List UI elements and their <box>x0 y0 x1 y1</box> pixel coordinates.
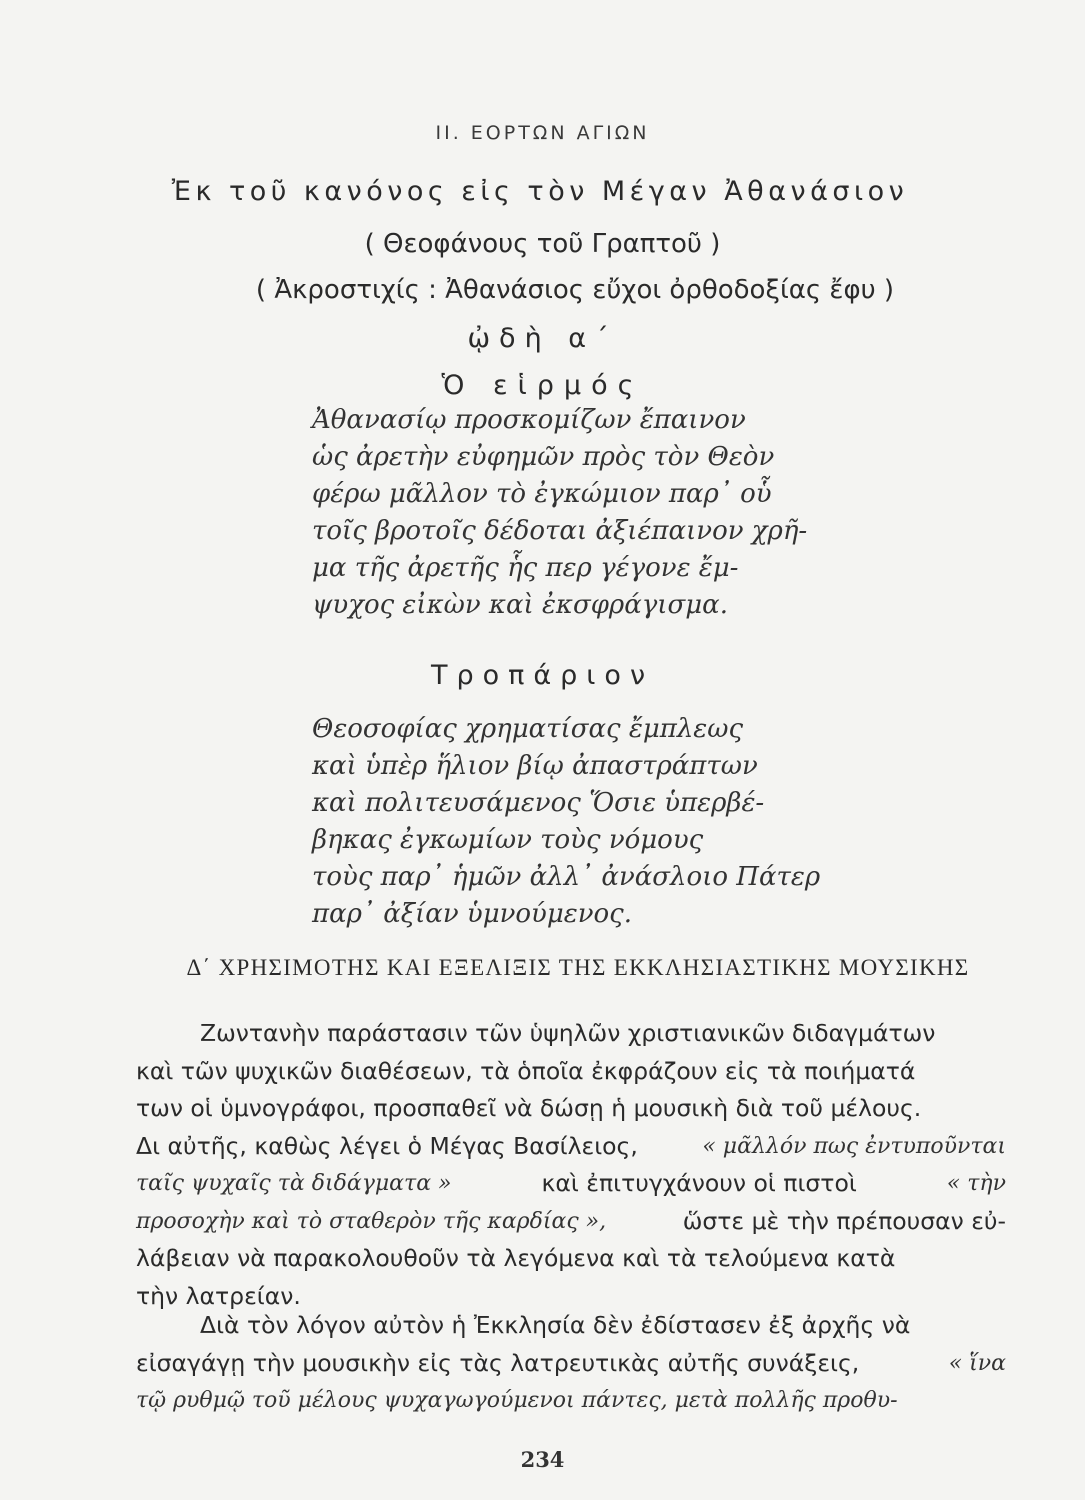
verse-line: καὶ ὑπὲρ ἥλιον βίῳ ἀπαστράπτων <box>312 751 758 781</box>
verse-line: τοῖς βροτοῖς δέδοται ἀξιέπαινον χρῆ- <box>312 516 808 546</box>
ode-heading: ᾠδὴ α΄ <box>467 323 618 354</box>
verse-line: καὶ πολιτευσάμενος Ὅσιε ὑπερβέ- <box>312 788 765 818</box>
text-line: καὶ τῶν ψυχικῶν διαθέσεων, τὰ ὁποῖα ἐκφράζουν εἰς τὰ ποιήματά <box>136 1056 916 1085</box>
quotation: τῷ ρυθμῷ τοῦ μέλους ψυχαγωγούμενοι πάντες, μετὰ πολλῆς προθυ- <box>136 1388 898 1413</box>
text-line: Δι αὐτῆς, καθὼς λέγει ὁ Μέγας Βασίλειος, « μᾶλλόν πως ἐντυποῦνται <box>136 1128 1006 1166</box>
troparion-verse <box>312 711 832 933</box>
running-header: II. ΕΟΡΤΩΝ ΑΓΙΩΝ <box>435 122 650 144</box>
text-line: τὴν λατρείαν. <box>136 1281 301 1310</box>
verse-line: ψυχος εἰκὼν καὶ ἐκσφράγισμα. <box>312 590 728 620</box>
verse-line: μα τῆς ἀρετῆς ἧς περ γέγονε ἔμ- <box>312 553 739 583</box>
heirmos-verse <box>312 402 832 624</box>
text-line: λάβειαν νὰ παρακολουθοῦν τὰ λεγόμενα καὶ τὰ τελούμενα κατὰ <box>136 1244 896 1272</box>
verse-line: βηκας ἐγκωμίων τοὺς νόμους <box>312 825 704 855</box>
canon-title: Ἐκ τοῦ κανόνος εἰς τὸν Μέγαν Ἀθανάσιον <box>171 176 909 207</box>
text-line: των οἱ ὑμνογράφοι, προσπαθεῖ νὰ δώσῃ ἡ μουσικὴ διὰ τοῦ μέλους. <box>136 1094 922 1122</box>
text-line: εἰσαγάγῃ τὴν μουσικὴν εἰς τὰς λατρευτικὰς αὐτῆς συνάξεις, « ἵνα <box>136 1345 1006 1383</box>
section-heading: Δ΄ ΧΡΗΣΙΜΟΤΗΣ ΚΑΙ ΕΞΕΛΙΞΙΣ ΤΗΣ ΕΚΚΛΗΣΙΑΣΤΙΚΗΣ ΜΟΥΣΙΚΗΣ <box>186 955 970 980</box>
quotation: προσοχὴν καὶ τὸ σταθερὸν τῆς καρδίας », <box>136 1208 607 1234</box>
quotation: ταῖς ψυχαῖς τὰ διδάγματα » <box>136 1171 452 1196</box>
troparion-heading: Τροπάριον <box>430 660 655 691</box>
verse-line: φέρω μᾶλλον τὸ ἐγκώμιον παρ᾽ οὗ <box>312 479 772 509</box>
text-line: Διὰ τὸν λόγον αὐτὸν ἡ Ἐκκλησία δὲν ἐδίστασεν ἐξ ἀρχῆς νὰ <box>200 1311 911 1339</box>
verse-line: Θεοσοφίας χρηματίσας ἔμπλεως <box>312 714 744 744</box>
paragraph-2 <box>136 1307 1006 1420</box>
page-number: 234 <box>520 1447 565 1472</box>
verse-line: Ἀθανασίῳ προσκομίζων ἔπαινον <box>312 405 746 435</box>
verse-line: παρ᾽ ἀξίαν ὑμνούμενος. <box>312 899 632 929</box>
verse-line: ὡς ἀρετὴν εὐφημῶν πρὸς τὸν Θεὸν <box>312 442 775 472</box>
text-line: ταῖς ψυχαῖς τὰ διδάγματα » καὶ ἐπιτυγχάνουν οἱ πιστοὶ « τὴν <box>136 1165 1006 1203</box>
paragraph-1 <box>136 1015 1006 1315</box>
text-line: προσοχὴν καὶ τὸ σταθερὸν τῆς καρδίας », ὥστε μὲ τὴν πρέπουσαν εὐ- <box>136 1203 1006 1241</box>
quotation: « ἵνα <box>948 1350 1006 1376</box>
verse-line: τοὺς παρ᾽ ἡμῶν ἀλλ᾽ ἀνάσλοιο Πάτερ <box>312 862 821 892</box>
acrostic-subtitle: ( Ἀκροστιχίς : Ἀθανάσιος εὔχοι ὀρθοδοξίας ἔφυ ) <box>255 275 895 305</box>
text-line: Ζωντανὴν παράστασιν τῶν ὑψηλῶν χριστιανικῶν διδαγμάτων <box>200 1019 936 1047</box>
quotation: « τὴν <box>946 1171 1006 1196</box>
quotation: « μᾶλλόν πως ἐντυποῦνται <box>702 1133 1006 1159</box>
heirmos-heading: Ὁ εἱρμός <box>441 370 644 401</box>
author-subtitle: ( Θεοφάνους τοῦ Γραπτοῦ ) <box>364 229 721 259</box>
text-line <box>136 1382 1006 1420</box>
